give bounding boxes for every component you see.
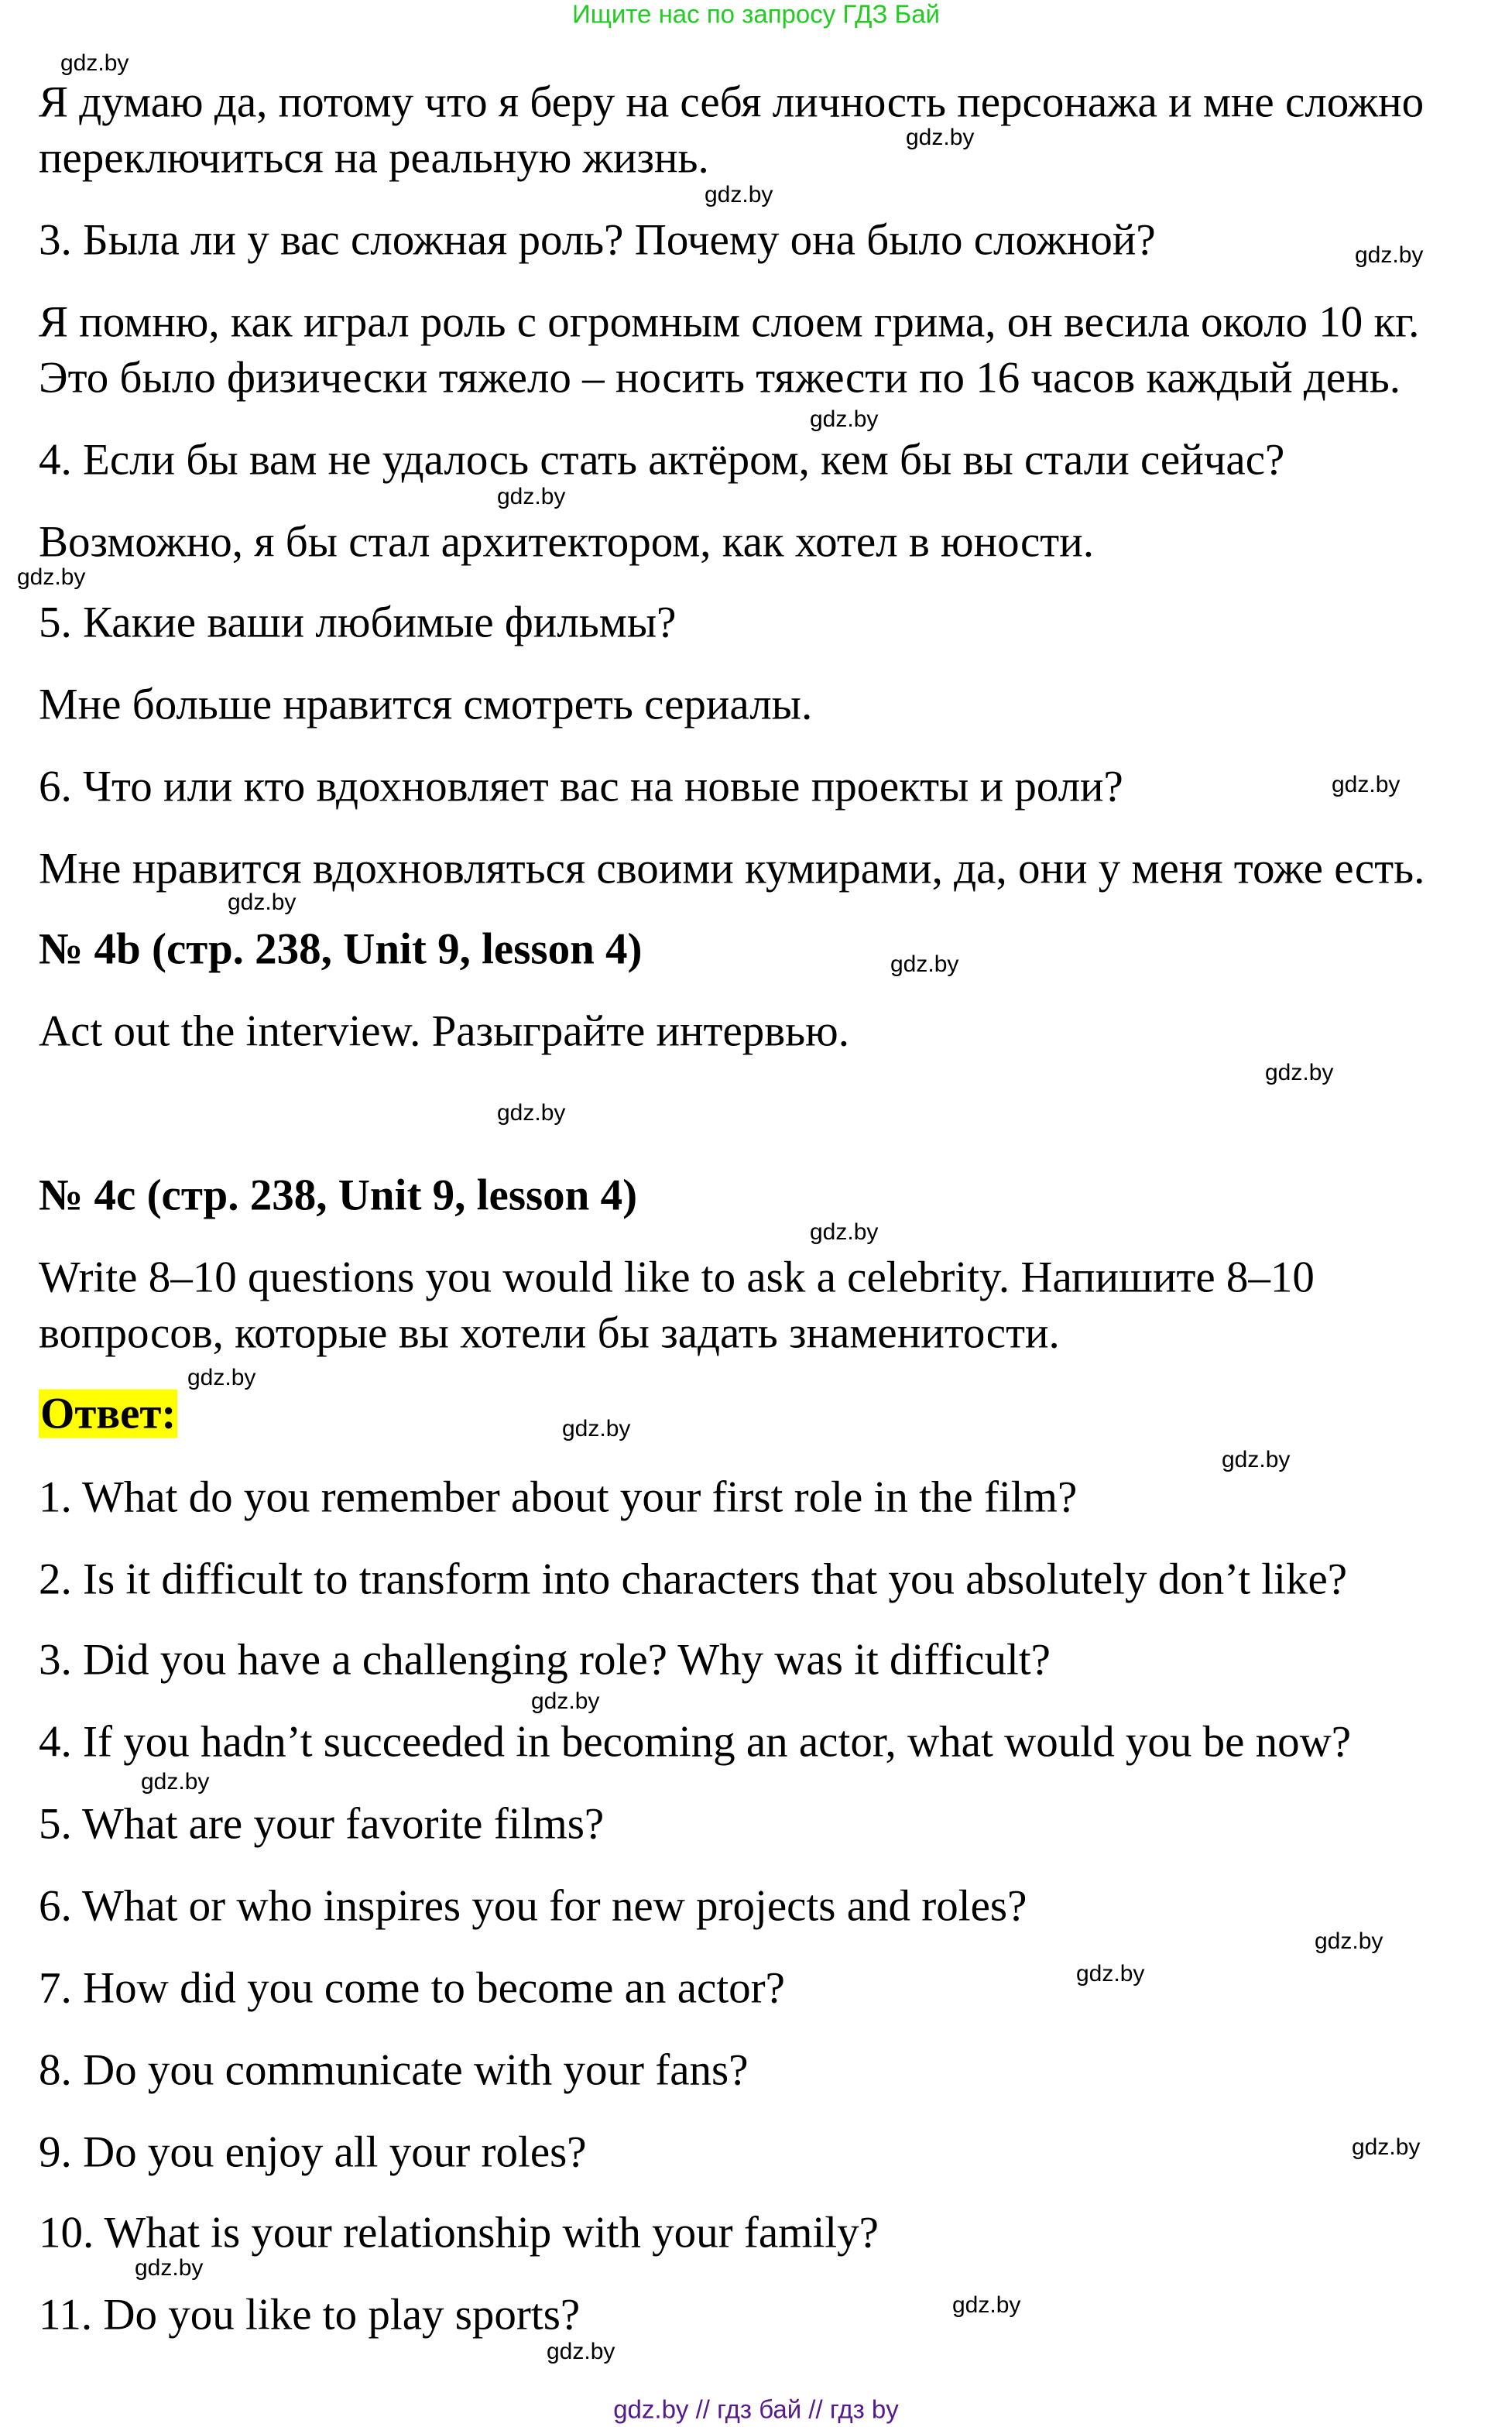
text-line: вопросов, которые вы хотели бы задать знаменитости.	[39, 1308, 1060, 1358]
watermark: gdz.by	[810, 406, 879, 432]
text-line: 1. What do you remember about your first role in the film?	[39, 1472, 1078, 1522]
exercise-heading: № 4b (стр. 238, Unit 9, lesson 4)	[39, 924, 643, 974]
text-line: 10. What is your relationship with your family?	[39, 2208, 879, 2257]
text-line: 6. What or who inspires you for new projects and roles?	[39, 1881, 1027, 1931]
text-line: 5. Какие ваши любимые фильмы?	[39, 598, 677, 647]
watermark: gdz.by	[1352, 2134, 1421, 2160]
text-line: 7. How did you come to become an actor?	[39, 1963, 785, 2013]
watermark: gdz.by	[497, 1100, 566, 1126]
search-banner[interactable]: Ищите нас по запросу ГДЗ Бай	[572, 0, 940, 29]
text-line: 6. Что или кто вдохновляет вас на новые проекты и роли?	[39, 762, 1123, 811]
text-line: 11. Do you like to play sports?	[39, 2290, 581, 2340]
watermark: gdz.by	[906, 125, 975, 150]
text-line: 3. Did you have a challenging role? Why was it difficult?	[39, 1635, 1051, 1685]
text-line: 4. Если бы вам не удалось стать актёром, кем бы вы стали сейчас?	[39, 435, 1285, 485]
watermark: gdz.by	[1076, 1961, 1145, 1987]
watermark: gdz.by	[810, 1219, 879, 1245]
text-line: 3. Была ли у вас сложная роль? Почему она было сложной?	[39, 215, 1156, 265]
text-line: 8. Do you communicate with your fans?	[39, 2045, 749, 2095]
exercise-heading: № 4c (стр. 238, Unit 9, lesson 4)	[39, 1171, 638, 1220]
text-line: 2. Is it difficult to transform into characters that you absolutely don’t like?	[39, 1555, 1348, 1604]
watermark: gdz.by	[187, 1365, 256, 1390]
text-line: 9. Do you enjoy all your roles?	[39, 2127, 587, 2177]
watermark: gdz.by	[952, 2292, 1021, 2318]
answer-label	[39, 1389, 177, 1438]
answer-highlight: Ответ:	[40, 1389, 177, 1438]
watermark: gdz.by	[1315, 1928, 1383, 1954]
watermark: gdz.by	[1332, 772, 1401, 797]
watermark: gdz.by	[1265, 1060, 1334, 1085]
text-line: Write 8–10 questions you would like to ask a celebrity. Напишите 8–10	[39, 1253, 1315, 1302]
watermark: gdz.by	[497, 484, 566, 509]
text-line: 4. If you hadn’t succeeded in becoming an actor, what would you be now?	[39, 1717, 1352, 1767]
watermark: gdz.by	[547, 2339, 615, 2364]
text-line: Я думаю да, потому что я беру на себя личность персонажа и мне сложно	[39, 77, 1425, 127]
watermark: gdz.by	[1222, 1447, 1291, 1472]
watermark: gdz.by	[135, 2255, 204, 2281]
footer-links[interactable]: gdz.by // гдз бай // гдз by	[613, 2394, 899, 2424]
text-line: переключиться на реальную жизнь.	[39, 133, 709, 183]
watermark: gdz.by	[17, 564, 86, 590]
watermark: gdz.by	[1355, 242, 1424, 268]
text-line: 5. What are your favorite films?	[39, 1799, 605, 1849]
text-line: Возможно, я бы стал архитектором, как хотел в юности.	[39, 517, 1094, 567]
watermark: gdz.by	[705, 182, 773, 207]
text-line: Мне больше нравится смотреть сериалы.	[39, 680, 813, 729]
watermark: gdz.by	[60, 50, 129, 76]
watermark: gdz.by	[562, 1416, 631, 1441]
text-line: Это было физически тяжело – носить тяжести по 16 часов каждый день.	[39, 353, 1401, 403]
text-line: Мне нравится вдохновляться своими кумирами, да, они у меня тоже есть.	[39, 844, 1425, 893]
watermark: gdz.by	[228, 890, 297, 915]
watermark: gdz.by	[141, 1769, 210, 1795]
text-line: Act out the interview. Разыграйте интервью.	[39, 1006, 849, 1056]
watermark: gdz.by	[890, 951, 959, 977]
text-line: Я помню, как играл роль с огромным слоем грима, он весила около 10 кг.	[39, 297, 1420, 347]
watermark: gdz.by	[531, 1688, 600, 1714]
